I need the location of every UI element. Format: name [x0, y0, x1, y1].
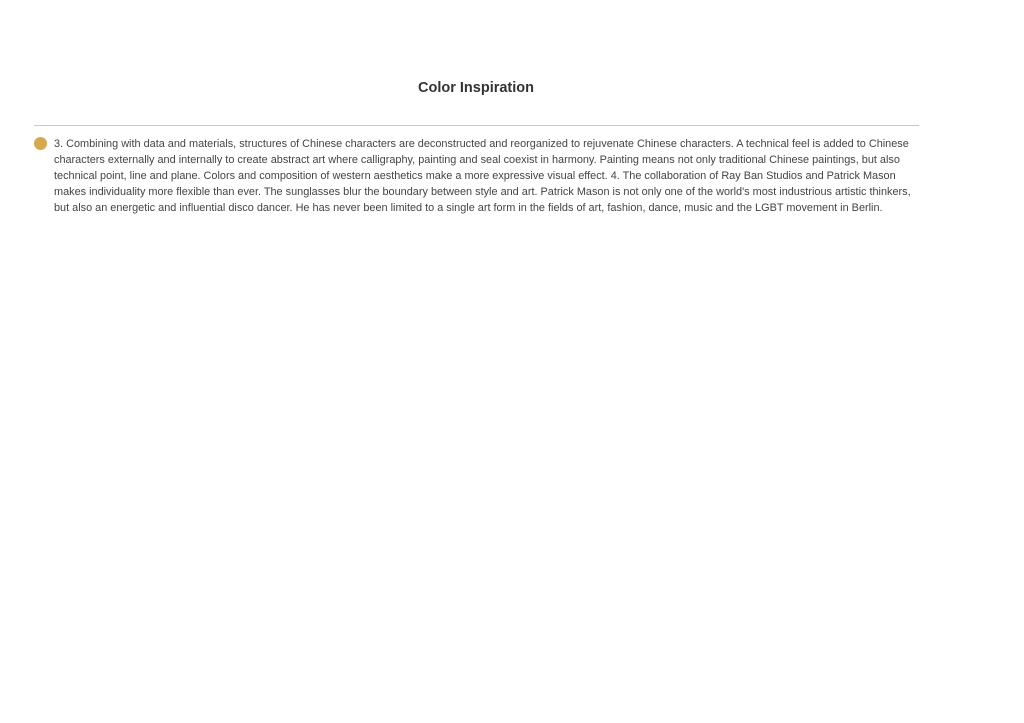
- bullet-paragraph: 3. Combining with data and materials, structures of Chinese characters are deconstructed and reorganized to rejuvenate Chinese characters. A technical feel is added to Chinese characters externally and internally to create abstract art where calligraphy, painting and seal coexist in harmony. Painting means not only traditional Chinese paintings, but also technical point, line and plane. Colors and composition of western aesthetics make a more expressive visual effect. 4. The collaboration of Ray Ban Studios and Patrick Mason makes individuality more flexible than ever. The sunglasses blur the boundary between style and art. Patrick Mason is not only one of the world's most industrious artistic thinkers, but also an energetic and influential disco dancer. He has never been limited to a single art form in the fields of art, fashion, dance, music and the LGBT movement in Berlin.: [54, 138, 911, 214]
- title-divider: [34, 125, 919, 126]
- bullet-dot-icon: [34, 137, 47, 150]
- page-title: Color Inspiration: [418, 80, 534, 96]
- bullet-item: [34, 136, 924, 216]
